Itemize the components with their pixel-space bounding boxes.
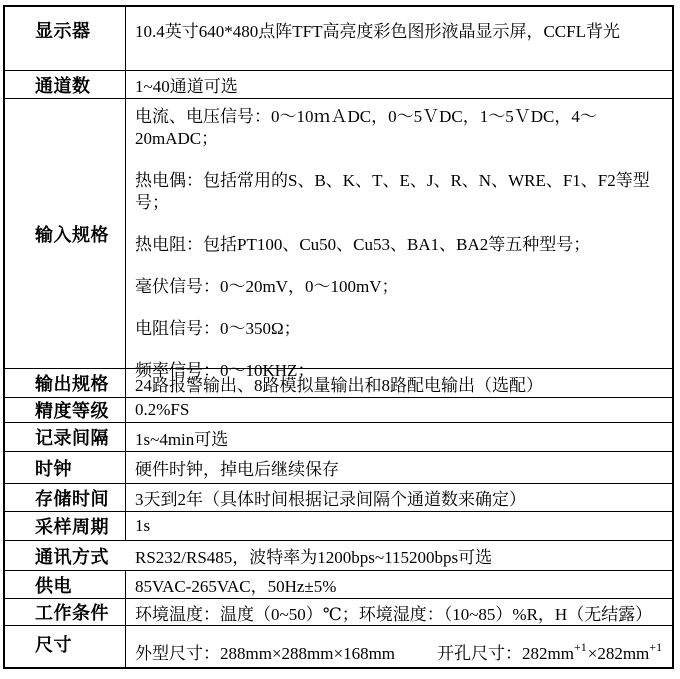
table-row-sampling-period — [5, 511, 672, 540]
spec-table — [3, 5, 674, 669]
row-value-clock: 硬件时钟，掉电后继续保存 — [135, 460, 339, 479]
table-row-input-spec — [5, 98, 672, 380]
row-value-operating-conditions: 环境温度：温度（0~50）℃；环境湿度：（10~85）%R，H（无结露） — [135, 604, 653, 624]
row-label-power-supply: 供电 — [5, 571, 126, 598]
outer-dimensions: 外型尺寸：288mm×288mm×168mm — [135, 644, 396, 663]
row-value-accuracy: 0.2%FS — [135, 400, 190, 419]
row-value-input-spec — [126, 99, 672, 380]
row-label-record-interval: 记录间隔 — [5, 423, 126, 451]
table-row-display — [5, 7, 672, 70]
row-label-communication: 通讯方式 — [35, 546, 109, 567]
row-label-display: 显示器 — [5, 7, 126, 70]
table-row-communication — [5, 540, 672, 570]
table-row-power-supply — [5, 570, 672, 598]
row-value-storage-time: 3天到2年（具体时间根据记录间隔个通道数来确定） — [135, 490, 526, 509]
row-label-sampling-period: 采样周期 — [5, 512, 126, 540]
row-value-channel-count: 1~40通道可选 — [135, 77, 238, 96]
row-label-clock: 时钟 — [5, 452, 126, 483]
row-label-dimensions: 尺寸 — [5, 626, 126, 667]
table-row-clock — [5, 451, 672, 483]
input-spec-current-voltage: 电流、电压信号：0～10ｍＡDC，0～5ＶDC，1～5ＶDC，4～20mADC； — [135, 107, 597, 148]
table-row-output-spec — [5, 368, 672, 397]
row-label-operating-conditions: 工作条件 — [5, 599, 126, 625]
input-spec-resistance: 电阻信号：0～350Ω； — [135, 319, 301, 338]
row-value-sampling-period: 1s — [135, 516, 151, 535]
hole-dimensions-prefix: 开孔尺寸：282mm — [437, 644, 574, 663]
row-value-dimensions — [126, 626, 672, 667]
row-label-channel-count: 通道数 — [5, 71, 126, 98]
row-label-output-spec: 输出规格 — [5, 369, 126, 397]
table-row-channel-count — [5, 70, 672, 98]
row-value-output-spec: 24路报警输出、8路模拟量输出和8路配电输出（选配） — [135, 375, 543, 395]
input-spec-thermocouple: 热电偶：包括常用的S、B、K、T、E、J、R、N、WRE、F1、F2等型号； — [135, 171, 650, 212]
table-row-dimensions — [5, 625, 672, 667]
row-label-accuracy: 精度等级 — [5, 398, 126, 422]
table-row-accuracy — [5, 397, 672, 422]
row-value-record-interval: 1s~4min可选 — [135, 429, 229, 449]
input-spec-millivolt: 毫伏信号：0～20mV，0～100mV； — [135, 277, 399, 296]
row-label-input-spec: 输入规格 — [5, 99, 126, 368]
input-spec-frequency: 频率信号：0～10KHZ； — [135, 361, 315, 380]
hole-tolerance-1: +1 — [573, 640, 587, 655]
row-value-power-supply: 85VAC-265VAC，50Hz±5% — [135, 577, 337, 596]
row-value-communication: RS232/RS485，波特率为1200bps~115200bps可选 — [135, 548, 493, 567]
hole-dimensions-mid: ×282mm — [587, 644, 650, 663]
input-spec-rtd: 热电阻：包括PT100、Cu50、Cu53、BA1、BA2等五种型号； — [135, 235, 591, 254]
row-label-storage-time: 存储时间 — [5, 484, 126, 511]
hole-tolerance-2: +1 — [649, 640, 663, 655]
table-row-record-interval — [5, 422, 672, 451]
table-row-operating-conditions — [5, 598, 672, 625]
table-row-storage-time — [5, 483, 672, 511]
row-value-display: 10.4英寸640*480点阵TFT高亮度彩色图形液晶显示屏，CCFL背光 — [135, 22, 620, 41]
hole-dimensions — [437, 639, 663, 664]
